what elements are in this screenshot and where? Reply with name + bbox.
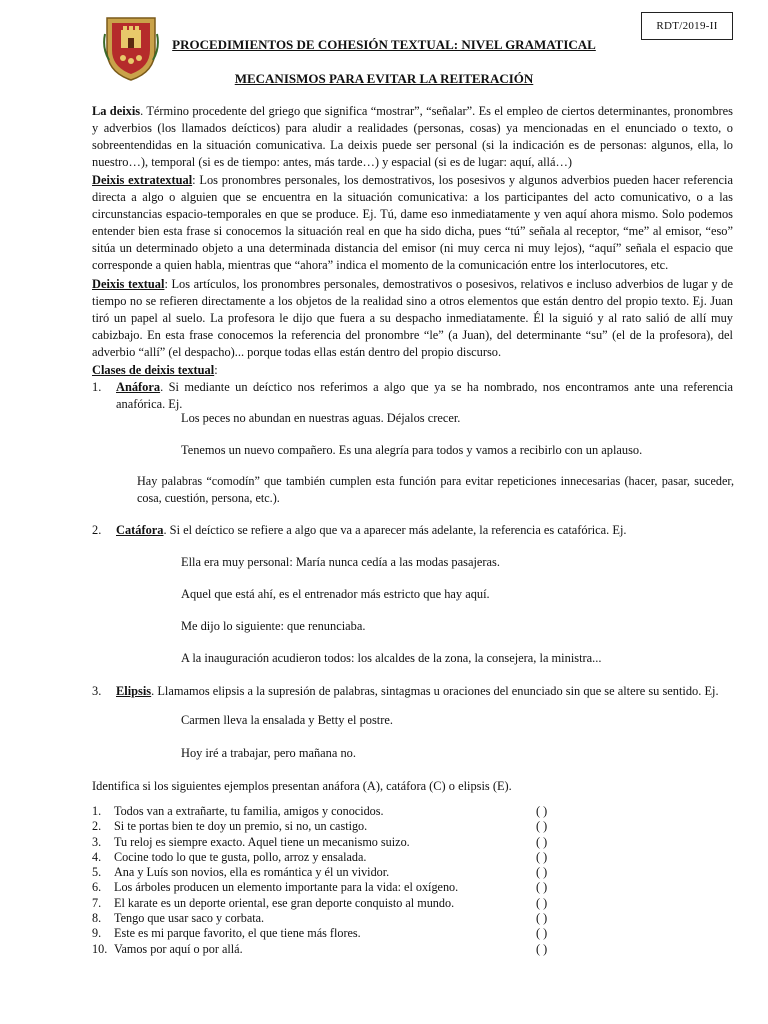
- deixis-term: La deixis: [92, 104, 141, 118]
- catafora-example: Ella era muy personal: María nunca cedía a las modas pasajeras.: [181, 555, 500, 569]
- deixis-paragraph: [92, 103, 733, 171]
- extratextual-text: : Los pronombres personales, los demostrativos, los posesivos y algunos adverbios pueden hacer referencia directa a algo o alguien que se encuentra en la situación comunicativa: a los participantes del acto comunicativo, o a las circunstancias espacio-temporales en que se produce. Ej. Tú, dame eso inmediatamente y ven aquí ahora mismo. Solo podemos entender bien esta frase si conocemos la situación real en que ha sido dicha, pues “tú” señala al receptor, “me” al emisor, “eso” sitúa un determinado objeto a una determinada distancia del emisor (ni muy cerca ni muy lejos), “aquí” señala el espacio que corresponde a quien habla, mientras que “ahora” indica el momento de la comunicación entre los interlocutores, etc.: [92, 173, 733, 272]
- anafora-item: [92, 379, 733, 413]
- catafora-example: Aquel que está ahí, es el entrenador más estricto que hay aquí.: [181, 587, 490, 601]
- exercise-item: 3. Tu reloj es siempre exacto. Aquel tiene un mecanismo suizo. ( ): [92, 834, 548, 849]
- clases-heading: Clases de deixis textual:: [92, 363, 218, 377]
- exercise-instruction: Identifica si los siguientes ejemplos presentan anáfora (A), catáfora (C) o elipsis (E).: [92, 779, 512, 793]
- answer-blank[interactable]: ( ): [536, 865, 548, 880]
- extratextual-term: Deixis extratextual: [92, 173, 193, 187]
- answer-blank[interactable]: ( ): [536, 804, 548, 818]
- document-subtitle: MECANISMOS PARA EVITAR LA REITERACIÓN: [234, 71, 534, 86]
- exercise-item: 2. Si te portas bien te doy un premio, si no, un castigo. ( ): [92, 819, 548, 834]
- answer-blank[interactable]: ( ): [536, 819, 548, 834]
- textual-text: : Los artículos, los pronombres personales, demostrativos o posesivos, relativos e incluso adverbios de lugar y de tiempo no se refieren directamente a los objetos de la realidad sino a otros elementos que están dentro del propio texto. Ej. Juan tiró un papel al suelo. La profesora le dijo que fuera a su despacho inmediatamente. Él la siguió y al rato salió de allí muy cabizbajo. En esta frase conocemos la referencia del pronombre “le” (a Juan), del determinante “su” (el de la profesora), del adverbio “allí” (el despacho)... porque todas ellas están dentro del propio discurso.: [92, 277, 733, 359]
- exercise-item: 5. Ana y Luís son novios, ella es romántica y él un vividor. ( ): [92, 865, 548, 880]
- extratextual-paragraph: [92, 172, 733, 274]
- exercise-item: 7. El karate es un deporte oriental, ese gran deporte conquisto al mundo. ( ): [92, 895, 548, 910]
- anafora-example: Tenemos un nuevo compañero. Es una alegría para todos y vamos a recibirlo con un aplauso.: [181, 443, 643, 457]
- anafora-note: Hay palabras “comodín” que también cumplen esta función para evitar repeticiones innecesarias (hacer, pasar, suceder, cosa, cuestión, persona, etc.).: [137, 474, 734, 505]
- anafora-text: . Si mediante un deíctico nos referimos a algo que ya se ha nombrado, nos encontramos ante una referencia anafórica. Ej.: [116, 380, 733, 411]
- elipsis-example: Carmen lleva la ensalada y Betty el postre.: [181, 713, 393, 727]
- document-code-box: RDT/2019-II: [641, 12, 733, 40]
- exercise-item: 9. Este es mi parque favorito, el que tiene más flores. ( ): [92, 926, 548, 941]
- catafora-number: 2.: [92, 523, 102, 537]
- catafora-item: [92, 522, 626, 539]
- answer-blank[interactable]: ( ): [536, 880, 548, 895]
- elipsis-example: Hoy iré a trabajar, pero mañana no.: [181, 746, 356, 760]
- anafora-example: Los peces no abundan en nuestras aguas. Déjalos crecer.: [181, 411, 461, 425]
- exercise-item: 6. Los árboles producen un elemento importante para la vida: el oxígeno. ( ): [92, 880, 548, 895]
- answer-blank[interactable]: ( ): [536, 849, 548, 864]
- textual-term: Deixis textual: [92, 277, 165, 291]
- exercise-item: 8. Tengo que usar saco y corbata. ( ): [92, 911, 548, 926]
- document-title: PROCEDIMIENTOS DE COHESIÓN TEXTUAL: NIVEL GRAMATICAL: [172, 37, 596, 52]
- answer-blank[interactable]: ( ): [536, 941, 548, 956]
- textual-paragraph: [92, 276, 733, 361]
- deixis-text: . Término procedente del griego que significa “mostrar”, “señalar”. Es el empleo de ciertos determinantes, pronombres y adverbios (los llamados deícticos) para aludir a realidades (personas, cosas) ya mencionadas en el enunciado o texto, o sobreentendidas en la situación comunicativa. La deixis puede ser personal (si la indicación es de personas: algunos, ella, lo nuestro…), temporal (si es de tiempo: antes, más tarde…) y espacial (si es de lugar: aquí, allá…): [92, 104, 733, 169]
- catafora-example: A la inauguración acudieron todos: los alcaldes de la zona, la consejera, la ministra...: [181, 651, 602, 665]
- anafora-number: 1.: [92, 380, 102, 394]
- exercise-item: 1. Todos van a extrañarte, tu familia, amigos y conocidos. ( ): [92, 804, 548, 818]
- catafora-text: . Si el deíctico se refiere a algo que va a aparecer más adelante, la referencia es catafórica. Ej.: [163, 523, 627, 537]
- exercise-list: [92, 804, 732, 957]
- answer-blank[interactable]: ( ): [536, 911, 548, 926]
- elipsis-item: [92, 683, 719, 700]
- anafora-term: Anáfora: [116, 380, 161, 394]
- catafora-example: Me dijo lo siguiente: que renunciaba.: [181, 619, 366, 633]
- elipsis-number: 3.: [92, 684, 102, 698]
- elipsis-text: . Llamamos elipsis a la supresión de palabras, sintagmas u oraciones del enunciado sin que se altere su sentido. Ej.: [151, 684, 719, 698]
- catafora-term: Catáfora: [116, 523, 164, 537]
- exercise-item: 4. Cocine todo lo que te gusta, pollo, arroz y ensalada. ( ): [92, 849, 548, 864]
- answer-blank[interactable]: ( ): [536, 926, 548, 941]
- elipsis-term: Elipsis: [116, 684, 152, 698]
- answer-blank[interactable]: ( ): [536, 895, 548, 910]
- answer-blank[interactable]: ( ): [536, 834, 548, 849]
- exercise-item: 10. Vamos por aquí o por allá. ( ): [92, 941, 548, 956]
